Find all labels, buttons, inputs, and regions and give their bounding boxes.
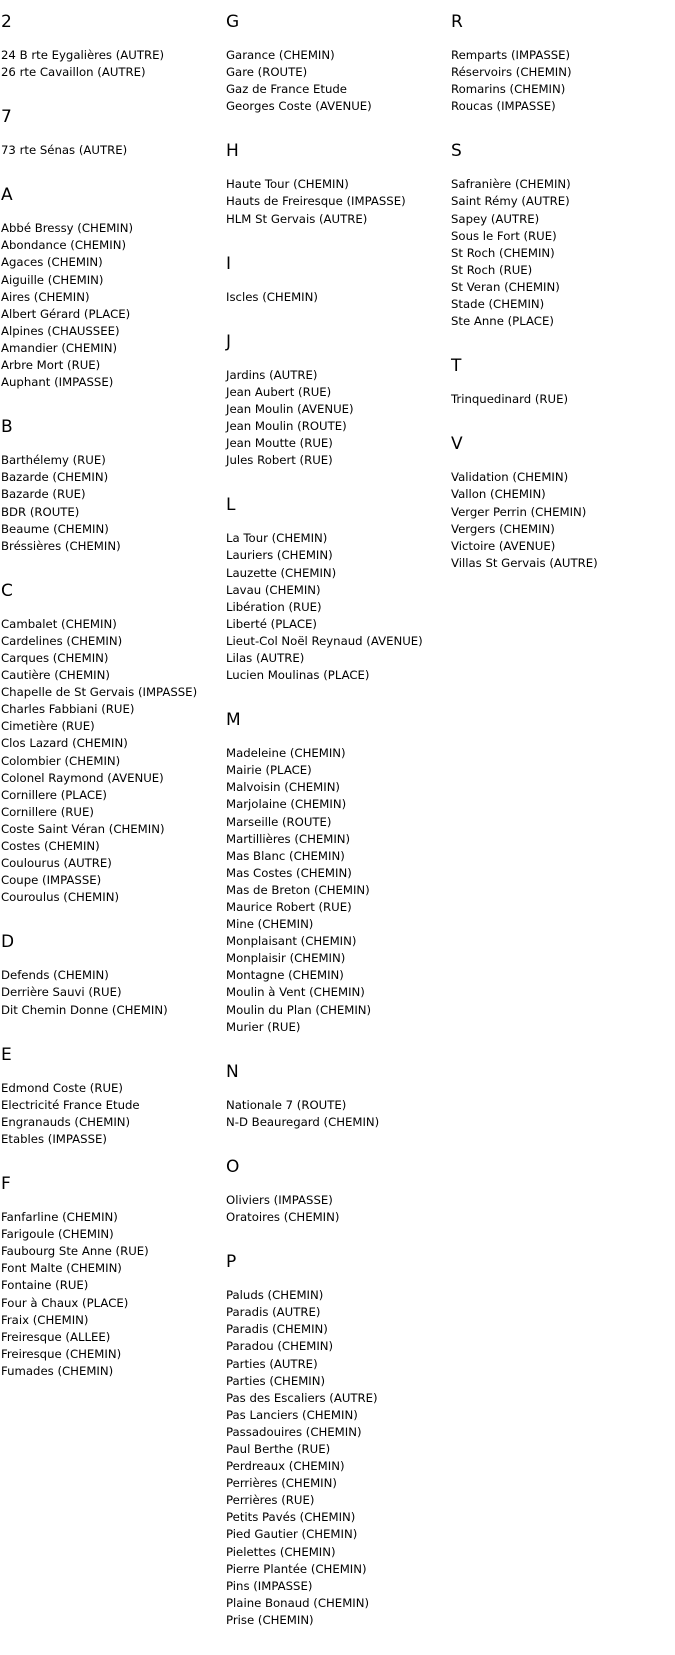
street-link[interactable]: Ste Anne (PLACE) (451, 314, 554, 329)
section-letter-heading: M (226, 710, 241, 731)
street-list (451, 391, 671, 408)
street-link[interactable]: Moulin du Plan (CHEMIN) (226, 1002, 372, 1017)
street-link[interactable]: Auphant (IMPASSE) (1, 375, 114, 390)
street-link[interactable]: Paradis (AUTRE) (226, 1305, 321, 1320)
street-link[interactable]: Jules Robert (RUE) (226, 453, 333, 468)
section-letter-heading: V (451, 434, 463, 455)
street-link[interactable]: Cimetière (RUE) (1, 719, 95, 734)
street-link[interactable]: Vergers (CHEMIN) (451, 521, 555, 536)
street-list (451, 176, 671, 330)
street-link[interactable]: Perrières (RUE) (226, 1493, 315, 1508)
street-link[interactable]: 24 B rte Eygalières (AUTRE) (1, 48, 165, 62)
street-link[interactable]: Fumades (CHEMIN) (1, 1363, 114, 1378)
street-list (1, 220, 219, 391)
street-link[interactable]: Trinquedinard (RUE) (451, 392, 569, 407)
section-letter-heading: R (451, 12, 463, 32)
street-link[interactable]: N-D Beauregard (CHEMIN) (226, 1114, 380, 1129)
street-link[interactable]: Couroulus (CHEMIN) (1, 890, 120, 905)
street-link[interactable]: Mas Blanc (CHEMIN) (226, 848, 345, 863)
street-link[interactable]: Lilas (AUTRE) (226, 650, 305, 665)
street-list (226, 1192, 441, 1226)
street-link[interactable]: Agaces (CHEMIN) (1, 255, 103, 270)
street-link[interactable]: Paradis (CHEMIN) (226, 1322, 328, 1337)
section-letter-heading: P (226, 1252, 237, 1273)
section-letter-heading: N (226, 1061, 239, 1082)
street-link[interactable]: Oliviers (IMPASSE) (226, 1192, 333, 1207)
section-letter-heading: S (451, 141, 462, 162)
street-link[interactable]: Lucien Moulinas (PLACE) (226, 668, 370, 683)
street-link[interactable]: Mine (CHEMIN) (226, 917, 314, 932)
street-link[interactable]: Dit Chemin Donne (CHEMIN) (1, 1002, 168, 1017)
street-link[interactable]: Nationale 7 (ROUTE) (226, 1097, 347, 1112)
street-link[interactable]: Haute Tour (CHEMIN) (226, 177, 349, 192)
street-link[interactable]: Maurice Robert (RUE) (226, 900, 352, 914)
street-link[interactable]: Prise (CHEMIN) (226, 1612, 314, 1627)
street-link[interactable]: Costes (CHEMIN) (1, 839, 100, 853)
street-link[interactable]: Derrière Sauvi (RUE) (1, 985, 122, 1000)
street-link[interactable]: Passadouires (CHEMIN) (226, 1424, 362, 1439)
letter-section (1, 107, 219, 159)
street-link[interactable]: Validation (CHEMIN) (451, 470, 569, 485)
section-letter-heading: 2 (1, 12, 12, 32)
street-link[interactable]: Pierre Plantée (CHEMIN) (226, 1561, 367, 1576)
street-link[interactable]: Aires (CHEMIN) (1, 289, 90, 304)
letter-section (1, 1045, 219, 1148)
street-link[interactable]: Petits Pavés (CHEMIN) (226, 1510, 356, 1525)
street-link[interactable]: Alpines (CHAUSSEE) (1, 323, 120, 338)
street-link[interactable]: Martillières (CHEMIN) (226, 831, 351, 846)
section-letter-heading: A (1, 185, 13, 206)
street-link[interactable]: Lauzette (CHEMIN) (226, 565, 337, 580)
section-letter-heading: E (1, 1044, 12, 1065)
section-letter-heading: O (226, 1156, 240, 1177)
street-link[interactable]: Madeleine (CHEMIN) (226, 746, 346, 761)
street-list (451, 47, 671, 115)
street-link[interactable]: Clos Lazard (CHEMIN) (1, 736, 128, 751)
street-link[interactable]: BDR (ROUTE) (1, 504, 80, 519)
street-list (451, 469, 671, 572)
street-link[interactable]: Iscles (CHEMIN) (226, 289, 318, 304)
street-list (1, 142, 219, 159)
street-link[interactable]: Cambalet (CHEMIN) (1, 616, 117, 631)
street-link[interactable]: Faubourg Ste Anne (RUE) (1, 1244, 149, 1259)
street-link[interactable]: Lieut-Col Noël Reynaud (AVENUE) (226, 633, 423, 648)
street-link[interactable]: Beaume (CHEMIN) (1, 521, 109, 536)
street-link[interactable]: Jean Aubert (RUE) (226, 384, 332, 399)
letter-section (1, 417, 219, 555)
street-link[interactable]: Bazarde (CHEMIN) (1, 470, 109, 485)
section-letter-heading: D (1, 932, 15, 953)
street-link[interactable]: Cornillere (RUE) (1, 804, 94, 819)
street-list (226, 289, 441, 306)
street-list (226, 530, 441, 684)
street-link[interactable]: Paluds (CHEMIN) (226, 1288, 324, 1303)
street-link[interactable]: La Tour (CHEMIN) (226, 531, 328, 546)
street-list (1, 47, 219, 81)
street-link[interactable]: Sapey (AUTRE) (451, 211, 540, 226)
street-link[interactable]: Jean Moulin (ROUTE) (226, 419, 347, 434)
street-list (226, 1287, 441, 1629)
street-link[interactable]: Jean Moutte (RUE) (226, 436, 333, 451)
section-letter-heading: F (1, 1174, 11, 1195)
street-index-column-1 (1, 12, 219, 1406)
street-link[interactable]: St Veran (CHEMIN) (451, 279, 560, 294)
letter-section (1, 581, 219, 907)
street-link[interactable]: Abondance (CHEMIN) (1, 238, 127, 253)
street-index-column-3 (451, 12, 671, 598)
street-link[interactable]: Fanfarline (CHEMIN) (1, 1210, 118, 1225)
street-link[interactable]: Aiguille (CHEMIN) (1, 272, 104, 287)
street-link[interactable]: Paul Berthe (RUE) (226, 1441, 331, 1456)
street-link[interactable]: Monplaisir (CHEMIN) (226, 951, 346, 966)
street-link[interactable]: Monplaisant (CHEMIN) (226, 934, 357, 949)
street-link[interactable]: Georges Coste (AVENUE) (226, 99, 372, 114)
street-list (1, 616, 219, 907)
street-link[interactable]: Mairie (PLACE) (226, 763, 312, 778)
street-link[interactable]: Remparts (IMPASSE) (451, 48, 571, 62)
street-link[interactable]: Coulourus (AUTRE) (1, 856, 112, 871)
street-link[interactable]: Cornillere (PLACE) (1, 787, 107, 802)
street-link[interactable]: St Roch (CHEMIN) (451, 245, 555, 260)
street-link[interactable]: Pied Gautier (CHEMIN) (226, 1527, 358, 1542)
street-link[interactable]: Lavau (CHEMIN) (226, 582, 321, 597)
letter-section (226, 710, 441, 1036)
street-list (226, 367, 441, 470)
street-link[interactable]: Vallon (CHEMIN) (451, 487, 546, 502)
street-link[interactable]: Amandier (CHEMIN) (1, 340, 118, 355)
street-link[interactable]: Roucas (IMPASSE) (451, 99, 556, 114)
street-link[interactable]: Moulin à Vent (CHEMIN) (226, 985, 365, 1000)
street-link[interactable]: Defends (CHEMIN) (1, 968, 109, 983)
street-link[interactable]: Mas de Breton (CHEMIN) (226, 882, 370, 897)
section-letter-heading: J (226, 331, 232, 352)
letter-section (451, 356, 671, 408)
section-letter-heading: C (1, 580, 13, 601)
letter-section (451, 141, 671, 330)
street-link[interactable]: Saint Rémy (AUTRE) (451, 194, 570, 209)
letter-section (226, 1157, 441, 1226)
street-list (1, 1209, 219, 1380)
street-link[interactable]: Paradou (CHEMIN) (226, 1339, 334, 1354)
street-link[interactable]: Malvoisin (CHEMIN) (226, 780, 340, 795)
street-link[interactable]: Oratoires (CHEMIN) (226, 1210, 340, 1225)
street-link[interactable]: Engranauds (CHEMIN) (1, 1114, 131, 1129)
street-link[interactable]: Electricité France Etude (1, 1097, 140, 1112)
street-link[interactable]: 73 rte Sénas (AUTRE) (1, 143, 128, 158)
street-list (1, 1080, 219, 1148)
letter-section (226, 1252, 441, 1629)
street-link[interactable]: Arbre Mort (RUE) (1, 358, 101, 373)
letter-section (226, 1062, 441, 1131)
street-link[interactable]: Edmond Coste (RUE) (1, 1080, 123, 1095)
street-link[interactable]: Freiresque (ALLEE) (1, 1329, 111, 1344)
letter-section (226, 254, 441, 306)
street-link[interactable]: Sous le Fort (RUE) (451, 228, 557, 243)
street-link[interactable]: Liberté (PLACE) (226, 616, 317, 631)
street-link[interactable]: Libération (RUE) (226, 599, 322, 614)
street-link[interactable]: Perdreaux (CHEMIN) (226, 1459, 345, 1474)
street-link[interactable]: Murier (RUE) (226, 1019, 301, 1034)
street-link[interactable]: Lauriers (CHEMIN) (226, 548, 333, 563)
street-link[interactable]: Fraix (CHEMIN) (1, 1312, 89, 1327)
street-link[interactable]: St Roch (RUE) (451, 262, 533, 277)
letter-section (226, 12, 441, 115)
section-letter-heading: G (226, 12, 240, 32)
street-link[interactable]: Colonel Raymond (AVENUE) (1, 770, 164, 785)
street-link[interactable]: Pas des Escaliers (AUTRE) (226, 1390, 378, 1405)
street-link[interactable]: Jean Moulin (AVENUE) (226, 401, 354, 416)
street-link[interactable]: Fontaine (RUE) (1, 1278, 89, 1293)
section-letter-heading: I (226, 253, 232, 274)
street-link[interactable]: Bréssières (CHEMIN) (1, 538, 121, 553)
street-link[interactable]: Jardins (AUTRE) (226, 367, 318, 382)
street-link[interactable]: Cardelines (CHEMIN) (1, 633, 123, 648)
street-list (226, 1097, 441, 1131)
street-link[interactable]: Verger Perrin (CHEMIN) (451, 504, 587, 519)
street-link[interactable]: Albert Gérard (PLACE) (1, 306, 131, 321)
street-link[interactable]: Bazarde (RUE) (1, 487, 86, 502)
street-list (1, 452, 219, 555)
street-link[interactable]: Carques (CHEMIN) (1, 650, 109, 665)
street-link[interactable]: Stade (CHEMIN) (451, 297, 545, 312)
street-link[interactable]: Charles Fabbiani (RUE) (1, 702, 135, 717)
street-link[interactable]: Abbé Bressy (CHEMIN) (1, 221, 134, 236)
street-link[interactable]: Coupe (IMPASSE) (1, 873, 102, 888)
street-link[interactable]: Plaine Bonaud (CHEMIN) (226, 1595, 370, 1610)
section-letter-heading: L (226, 495, 236, 516)
street-link[interactable]: Hauts de Freiresque (IMPASSE) (226, 194, 406, 209)
street-list (226, 745, 441, 1036)
street-link[interactable]: Montagne (CHEMIN) (226, 968, 344, 983)
street-index-column-2 (226, 12, 441, 1655)
street-link[interactable]: Cautière (CHEMIN) (1, 668, 110, 683)
section-letter-heading: B (1, 417, 13, 438)
letter-section (226, 332, 441, 470)
street-link[interactable]: Mas Costes (CHEMIN) (226, 865, 352, 880)
street-list (226, 47, 441, 115)
section-letter-heading: 7 (1, 107, 12, 128)
street-link[interactable]: Barthélemy (RUE) (1, 453, 106, 468)
street-link[interactable]: Pielettes (CHEMIN) (226, 1544, 336, 1559)
street-link[interactable]: Four à Chaux (PLACE) (1, 1295, 129, 1310)
street-link[interactable]: Gare (ROUTE) (226, 65, 308, 80)
street-link[interactable]: Parties (AUTRE) (226, 1356, 318, 1371)
street-link[interactable]: Garance (CHEMIN) (226, 48, 335, 62)
street-link[interactable]: Gaz de France Etude (226, 82, 347, 97)
street-link[interactable]: Font Malte (CHEMIN) (1, 1261, 122, 1276)
street-list (1, 967, 219, 1018)
street-link[interactable]: Victoire (AVENUE) (451, 538, 556, 553)
letter-section (1, 1174, 219, 1380)
letter-section (1, 12, 219, 81)
street-link[interactable]: Villas St Gervais (AUTRE) (451, 555, 598, 570)
letter-section (1, 932, 219, 1018)
letter-section (226, 495, 441, 684)
street-link[interactable]: HLM St Gervais (AUTRE) (226, 211, 368, 226)
street-link[interactable]: Etables (IMPASSE) (1, 1131, 107, 1146)
street-link[interactable]: Colombier (CHEMIN) (1, 753, 121, 768)
street-link[interactable]: Pas Lanciers (CHEMIN) (226, 1407, 358, 1422)
letter-section (451, 434, 671, 572)
street-link[interactable]: Marjolaine (CHEMIN) (226, 797, 347, 812)
street-link[interactable]: Romarins (CHEMIN) (451, 82, 566, 97)
street-link[interactable]: Parties (CHEMIN) (226, 1373, 326, 1388)
letter-section (451, 12, 671, 115)
letter-section (226, 141, 441, 227)
street-link[interactable]: Coste Saint Véran (CHEMIN) (1, 821, 165, 836)
street-link[interactable]: Safranière (CHEMIN) (451, 177, 571, 192)
section-letter-heading: T (451, 356, 462, 377)
section-letter-heading: H (226, 141, 239, 162)
letter-section (1, 185, 219, 391)
street-link[interactable]: Marseille (ROUTE) (226, 814, 332, 829)
street-link[interactable]: Freiresque (CHEMIN) (1, 1346, 122, 1361)
street-link[interactable]: Perrières (CHEMIN) (226, 1476, 337, 1491)
street-list (226, 176, 441, 227)
street-link[interactable]: Chapelle de St Gervais (IMPASSE) (1, 685, 198, 700)
street-link[interactable]: Farigoule (CHEMIN) (1, 1227, 114, 1242)
street-link[interactable]: Réservoirs (CHEMIN) (451, 65, 572, 80)
street-link[interactable]: Pins (IMPASSE) (226, 1578, 313, 1593)
street-link[interactable]: 26 rte Cavaillon (AUTRE) (1, 65, 146, 80)
